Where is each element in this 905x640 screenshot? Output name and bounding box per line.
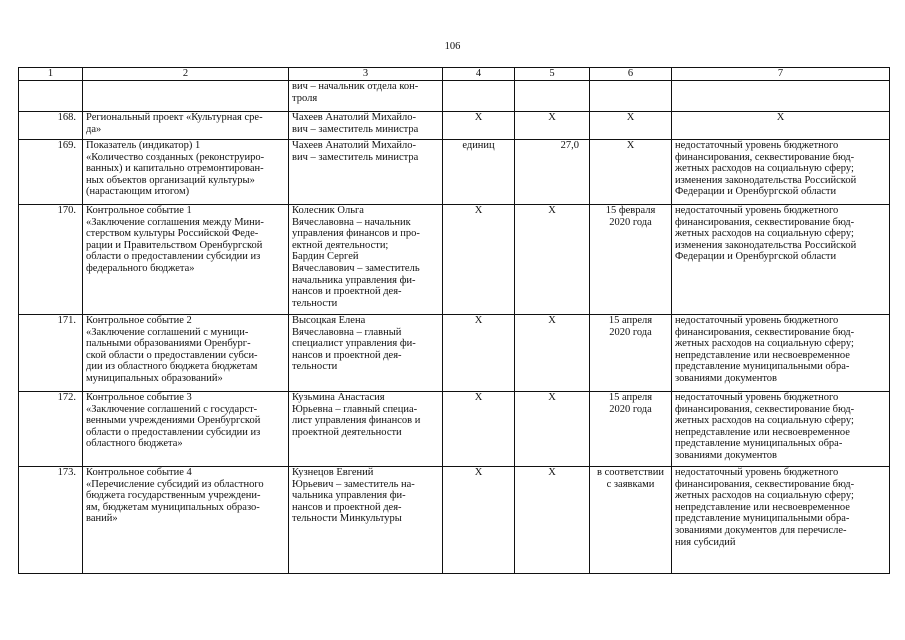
- value-cell: X: [515, 467, 590, 574]
- deadline-cell: 15 апреля 2020 года: [590, 392, 672, 467]
- risk-cell: X: [672, 112, 890, 140]
- row-number-cell: 169.: [19, 140, 83, 205]
- risk-cell: [672, 81, 890, 112]
- risk-cell: недостаточный уровень бюджетного финансирования, секвестирование бюд- жетных расходов на социальную сферу; непредставление или несвоевременное представление муниципальными обра- зованиями документов для перечисле- ния субсидий: [672, 467, 890, 574]
- column-number-header: 7: [672, 68, 890, 81]
- unit-cell: X: [443, 315, 515, 392]
- column-number-header: 5: [515, 68, 590, 81]
- row-number-cell: 172.: [19, 392, 83, 467]
- table-row: [19, 315, 890, 392]
- responsible-cell: Кузнецов Евгений Юрьевич – заместитель на- чальника управления фи- нансов и проектной дея- тельности Минкультуры: [289, 467, 443, 574]
- unit-cell: X: [443, 205, 515, 315]
- column-number-header: 1: [19, 68, 83, 81]
- column-number-header: 3: [289, 68, 443, 81]
- value-cell: X: [515, 112, 590, 140]
- column-number-header: 4: [443, 68, 515, 81]
- responsible-cell: Чахеев Анатолий Михайло- вич – заместитель министра: [289, 112, 443, 140]
- unit-cell: X: [443, 392, 515, 467]
- unit-cell: X: [443, 467, 515, 574]
- column-number-header: 2: [83, 68, 289, 81]
- table-row: [19, 112, 890, 140]
- value-cell: X: [515, 205, 590, 315]
- event-name-cell: Контрольное событие 1 «Заключение соглашения между Мини- стерством культуры Российской Феде- рации и Правительством Оренбургской области о предоставлении субсидии из федерального бюджета»: [83, 205, 289, 315]
- table-row: [19, 467, 890, 574]
- row-number-cell: 173.: [19, 467, 83, 574]
- responsible-cell: Высоцкая Елена Вячеславовна – главный специалист управления фи- нансов и проектной дея- тельности: [289, 315, 443, 392]
- event-name-cell: Контрольное событие 4 «Перечисление субсидий из областного бюджета государственным учреждени- ям, бюджетам муниципальных образо- ваний»: [83, 467, 289, 574]
- unit-cell: [443, 81, 515, 112]
- table-row: [19, 205, 890, 315]
- value-cell: 27,0: [515, 140, 590, 205]
- event-name-cell: Контрольное событие 2 «Заключение соглашений с муници- пальными образованиями Оренбург- ской области о предоставлении субси- дии из областного бюджета бюджетам муниципальных образований»: [83, 315, 289, 392]
- row-number-cell: 170.: [19, 205, 83, 315]
- deadline-cell: [590, 81, 672, 112]
- row-number-cell: 168.: [19, 112, 83, 140]
- risk-cell: недостаточный уровень бюджетного финансирования, секвестирование бюд- жетных расходов на социальную сферу; непредставление или несвоевременное представление муниципальными обра- зованиями документов: [672, 315, 890, 392]
- risk-cell: недостаточный уровень бюджетного финансирования, секвестирование бюд- жетных расходов на социальную сферу; непредставление или несвоевременное представление муниципальных обра- зованиями документов: [672, 392, 890, 467]
- value-cell: X: [515, 392, 590, 467]
- table-row: [19, 81, 890, 112]
- event-name-cell: Контрольное событие 3 «Заключение соглашений с государст- венными учреждениями Оренбургской области о предоставлении субсидии из областного бюджета»: [83, 392, 289, 467]
- unit-cell: единиц: [443, 140, 515, 205]
- deadline-cell: X: [590, 112, 672, 140]
- responsible-cell: Чахеев Анатолий Михайло- вич – заместитель министра: [289, 140, 443, 205]
- plan-table: [18, 67, 890, 574]
- deadline-cell: X: [590, 140, 672, 205]
- table-row: [19, 140, 890, 205]
- table-header-row: [19, 68, 890, 81]
- event-name-cell: Показатель (индикатор) 1 «Количество созданных (реконструиро- ванных) и капитально отремонтирован- ных объектов организаций культуры» (нарастающим итогом): [83, 140, 289, 205]
- row-number-cell: 171.: [19, 315, 83, 392]
- risk-cell: недостаточный уровень бюджетного финансирования, секвестирование бюд- жетных расходов на социальную сферу; изменения законодательства Российской Федерации и Оренбургской области: [672, 205, 890, 315]
- table-row: [19, 392, 890, 467]
- responsible-cell: вич – начальник отдела кон- троля: [289, 81, 443, 112]
- deadline-cell: в соответствии с заявками: [590, 467, 672, 574]
- value-cell: X: [515, 315, 590, 392]
- column-number-header: 6: [590, 68, 672, 81]
- event-name-cell: [83, 81, 289, 112]
- unit-cell: X: [443, 112, 515, 140]
- deadline-cell: 15 февраля 2020 года: [590, 205, 672, 315]
- page-number: 106: [444, 41, 461, 52]
- deadline-cell: 15 апреля 2020 года: [590, 315, 672, 392]
- responsible-cell: Колесник Ольга Вячеславовна – начальник управления финансов и про- ектной деятельности; Бардин Сергей Вячеславович – заместитель начальника управления фи- нансов и проектной дея- тельности: [289, 205, 443, 315]
- risk-cell: недостаточный уровень бюджетного финансирования, секвестирование бюд- жетных расходов на социальную сферу; изменения законодательства Российской Федерации и Оренбургской области: [672, 140, 890, 205]
- row-number-cell: [19, 81, 83, 112]
- value-cell: [515, 81, 590, 112]
- event-name-cell: Региональный проект «Культурная сре- да»: [83, 112, 289, 140]
- responsible-cell: Кузьмина Анастасия Юрьевна – главный специа- лист управления финансов и проектной деятельности: [289, 392, 443, 467]
